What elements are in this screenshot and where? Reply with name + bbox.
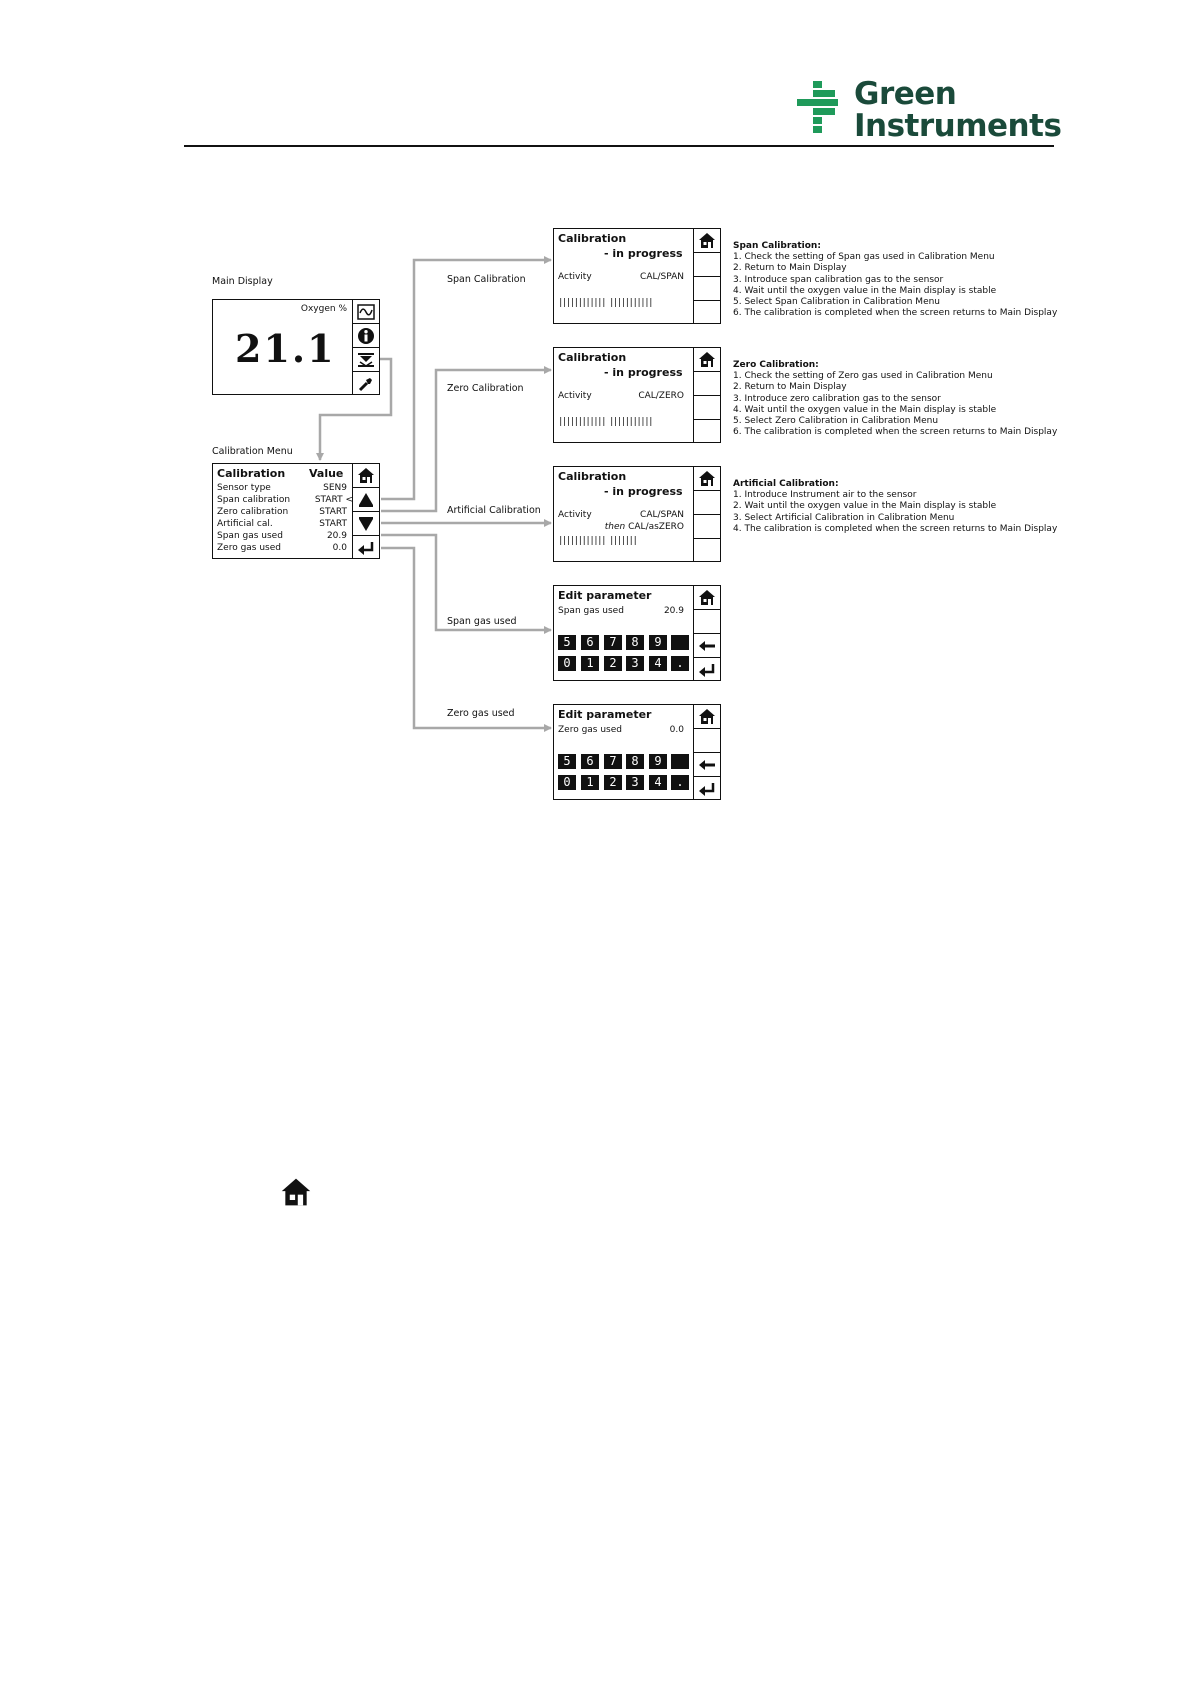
label-artificial-calibration: Artificial Calibration: [447, 505, 541, 516]
menu-row[interactable]: [217, 531, 347, 543]
progress-title: Calibration: [558, 232, 627, 245]
progress-title: Calibration: [558, 351, 627, 364]
label-span-gas-used: Span gas used: [447, 616, 517, 627]
progress-activity-extra: [605, 522, 684, 532]
progress-activity-value: CAL/ZERO: [638, 391, 684, 401]
progress-subtitle: - in progress: [604, 366, 683, 379]
brand-name-line1: Green: [854, 76, 957, 112]
calibration-menu-screen: [212, 463, 380, 559]
key-1[interactable]: 1: [581, 775, 599, 790]
key-2[interactable]: 2: [604, 656, 622, 671]
progress-title: Calibration: [558, 470, 627, 483]
menu-softkeys: [352, 464, 379, 558]
trend-icon: [357, 304, 375, 320]
menu-header-left: Calibration: [217, 467, 286, 480]
instructions-title: Artificial Calibration:: [733, 479, 839, 489]
instructions-title: Zero Calibration:: [733, 360, 819, 370]
instruction-step: 6. The calibration is completed when the screen returns to Main Display: [733, 427, 1058, 438]
edit-param-value[interactable]: 0.0: [669, 725, 684, 735]
blank-softkey[interactable]: [694, 277, 720, 301]
progress-activity-label: Activity: [558, 391, 592, 401]
menu-row[interactable]: [217, 543, 347, 555]
key-blank[interactable]: [671, 754, 689, 769]
progress-softkeys: [693, 229, 720, 323]
instruction-step: 5. Select Span Calibration in Calibration Menu: [733, 297, 941, 308]
instruction-step: 4. The calibration is completed when the screen returns to Main Display: [733, 523, 1058, 534]
home-icon: [698, 351, 716, 368]
progress-subtitle: - in progress: [604, 485, 683, 498]
key-blank[interactable]: [671, 635, 689, 650]
enter-softkey[interactable]: [353, 536, 379, 560]
instruction-step: 2. Return to Main Display: [733, 263, 847, 274]
edit-param-value[interactable]: 20.9: [663, 606, 684, 616]
edit-param-name: Span gas used: [558, 606, 624, 616]
menu-row-name: Span calibration: [217, 495, 291, 505]
instruction-step: 3. Introduce span calibration gas to the sensor: [733, 274, 944, 285]
main-display-screen: [212, 299, 380, 395]
instruction-step: 3. Select Artificial Calibration in Calibration Menu: [733, 512, 955, 523]
key-7[interactable]: 7: [604, 754, 622, 769]
progress-bar: |||||||||||| |||||||||||: [558, 298, 653, 308]
progress-softkeys: [693, 348, 720, 442]
menu-row-value: START: [319, 519, 347, 529]
home-icon: [698, 708, 716, 725]
menu-row[interactable]: [217, 495, 353, 507]
instruction-step: 1. Introduce Instrument air to the sensor: [733, 490, 917, 501]
blank-softkey[interactable]: [694, 610, 720, 634]
blank-softkey[interactable]: [694, 301, 720, 325]
key-5[interactable]: 5: [558, 635, 576, 650]
menu-rows: [217, 483, 353, 555]
menu-row-name: Artificial cal.: [217, 519, 273, 529]
up-softkey[interactable]: [353, 488, 379, 512]
main-display-softkeys: [352, 300, 379, 394]
calibration-softkey[interactable]: [353, 348, 379, 372]
key-4[interactable]: 4: [649, 775, 667, 790]
down-softkey[interactable]: [353, 512, 379, 536]
instruction-step: 2. Wait until the oxygen value in the Main display is stable: [733, 501, 997, 512]
instruction-step: 6. The calibration is completed when the screen returns to Main Display: [733, 308, 1058, 319]
backspace-icon: [698, 759, 716, 771]
key-3[interactable]: 3: [626, 775, 644, 790]
label-main-display: Main Display: [212, 276, 273, 287]
footer-home-icon-wrap: [280, 1176, 312, 1212]
arrow-down-icon: [358, 516, 374, 532]
key-1[interactable]: 1: [581, 656, 599, 671]
blank-softkey[interactable]: [694, 372, 720, 396]
menu-row[interactable]: [217, 507, 347, 519]
blank-softkey[interactable]: [694, 515, 720, 539]
menu-header-right: Value: [309, 467, 344, 480]
instruction-step: 5. Select Zero Calibration in Calibration Menu: [733, 416, 939, 427]
menu-row-name: Sensor type: [217, 483, 271, 493]
menu-row-value: 0.0: [332, 543, 347, 553]
progress-subtitle: - in progress: [604, 247, 683, 260]
progress-bar: |||||||||||| |||||||: [558, 536, 637, 546]
home-icon: [280, 1176, 312, 1208]
enter-softkey[interactable]: [694, 777, 720, 801]
edit-span-gas-screen: [553, 585, 721, 681]
key-decimal[interactable]: .: [671, 775, 689, 790]
key-2[interactable]: 2: [604, 775, 622, 790]
label-zero-gas-used: Zero gas used: [447, 708, 515, 719]
home-softkey[interactable]: [694, 229, 720, 253]
home-icon: [698, 232, 716, 249]
label-zero-calibration: Zero Calibration: [447, 383, 524, 394]
edit-param-name: Zero gas used: [558, 725, 622, 735]
menu-row-value: SEN9: [323, 483, 347, 493]
enter-icon: [698, 663, 716, 677]
wrench-icon: [358, 376, 374, 392]
key-5[interactable]: 5: [558, 754, 576, 769]
connector-zero-gas: [381, 548, 551, 728]
progress-softkeys: [693, 467, 720, 561]
info-icon: [357, 327, 375, 345]
instruction-step: 4. Wait until the oxygen value in the Main display is stable: [733, 404, 997, 415]
blank-softkey[interactable]: [694, 420, 720, 444]
menu-row-name: Span gas used: [217, 531, 283, 541]
wrench-softkey[interactable]: [353, 372, 379, 396]
home-softkey[interactable]: [694, 705, 720, 729]
backspace-softkey[interactable]: [694, 634, 720, 658]
key-decimal[interactable]: .: [671, 656, 689, 671]
instructions-span: [733, 241, 1057, 319]
key-6[interactable]: 6: [581, 754, 599, 769]
calibration-icon: [357, 352, 375, 368]
key-0[interactable]: 0: [558, 775, 576, 790]
home-icon: [698, 470, 716, 487]
key-9[interactable]: 9: [649, 635, 667, 650]
progress-activity-value: CAL/SPAN: [640, 272, 684, 282]
menu-row-name: Zero gas used: [217, 543, 281, 553]
menu-row-value: 20.9: [326, 531, 347, 541]
instructions-artificial: [733, 479, 1057, 535]
arrow-up-icon: [358, 492, 374, 508]
connector-span-calibration: [381, 260, 551, 499]
home-softkey[interactable]: [694, 467, 720, 491]
menu-row[interactable]: [217, 483, 347, 495]
edit-title: Edit parameter: [558, 708, 652, 721]
backspace-softkey[interactable]: [694, 753, 720, 777]
instruction-step: 1. Check the setting of Span gas used in Calibration Menu: [733, 252, 995, 263]
enter-icon: [357, 541, 375, 555]
trend-softkey[interactable]: [353, 300, 379, 324]
menu-row-value: START: [319, 507, 347, 517]
main-display-value: 21.1: [235, 326, 336, 371]
key-4[interactable]: 4: [649, 656, 667, 671]
key-7[interactable]: 7: [604, 635, 622, 650]
progress-activity-label: Activity: [558, 272, 592, 282]
span-calibration-progress-screen: [553, 228, 721, 324]
key-3[interactable]: 3: [626, 656, 644, 671]
artificial-calibration-progress-screen: [553, 466, 721, 562]
progress-bar: |||||||||||| |||||||||||: [558, 417, 653, 427]
edit-title: Edit parameter: [558, 589, 652, 602]
home-softkey[interactable]: [694, 586, 720, 610]
menu-row[interactable]: [217, 519, 347, 531]
blank-softkey[interactable]: [694, 253, 720, 277]
zero-calibration-progress-screen: [553, 347, 721, 443]
backspace-icon: [698, 640, 716, 652]
blank-softkey[interactable]: [694, 729, 720, 753]
key-9[interactable]: 9: [649, 754, 667, 769]
home-softkey[interactable]: [353, 464, 379, 488]
instruction-step: 3. Introduce zero calibration gas to the sensor: [733, 393, 941, 404]
label-calibration-menu: Calibration Menu: [212, 446, 293, 457]
progress-activity-extra-prefix: then: [604, 522, 626, 532]
menu-row-name: Zero calibration: [217, 507, 289, 517]
menu-row-value: START <: [314, 495, 353, 505]
key-8[interactable]: 8: [626, 754, 644, 769]
enter-softkey[interactable]: [694, 658, 720, 682]
main-display-unit: Oxygen %: [300, 304, 347, 314]
progress-activity-label: Activity: [558, 510, 592, 520]
home-icon: [698, 589, 716, 606]
instructions-zero: [733, 360, 1057, 438]
instructions-title: Span Calibration:: [733, 241, 821, 251]
key-0[interactable]: 0: [558, 656, 576, 671]
info-softkey[interactable]: [353, 324, 379, 348]
progress-activity-value: CAL/SPAN: [640, 510, 684, 520]
brand-name-line2: Instruments: [854, 108, 1062, 144]
key-8[interactable]: 8: [626, 635, 644, 650]
instruction-step: 2. Return to Main Display: [733, 382, 847, 393]
key-6[interactable]: 6: [581, 635, 599, 650]
edit-softkeys: [693, 586, 720, 680]
label-span-calibration: Span Calibration: [447, 274, 526, 285]
edit-zero-gas-screen: [553, 704, 721, 800]
edit-softkeys: [693, 705, 720, 799]
blank-softkey[interactable]: [694, 539, 720, 563]
home-softkey[interactable]: [694, 348, 720, 372]
instruction-step: 4. Wait until the oxygen value in the Main display is stable: [733, 285, 997, 296]
blank-softkey[interactable]: [694, 396, 720, 420]
progress-activity-extra-value: CAL/asZERO: [628, 522, 684, 532]
blank-softkey[interactable]: [694, 491, 720, 515]
enter-icon: [698, 782, 716, 796]
instruction-step: 1. Check the setting of Zero gas used in Calibration Menu: [733, 371, 993, 382]
home-icon: [357, 467, 375, 484]
